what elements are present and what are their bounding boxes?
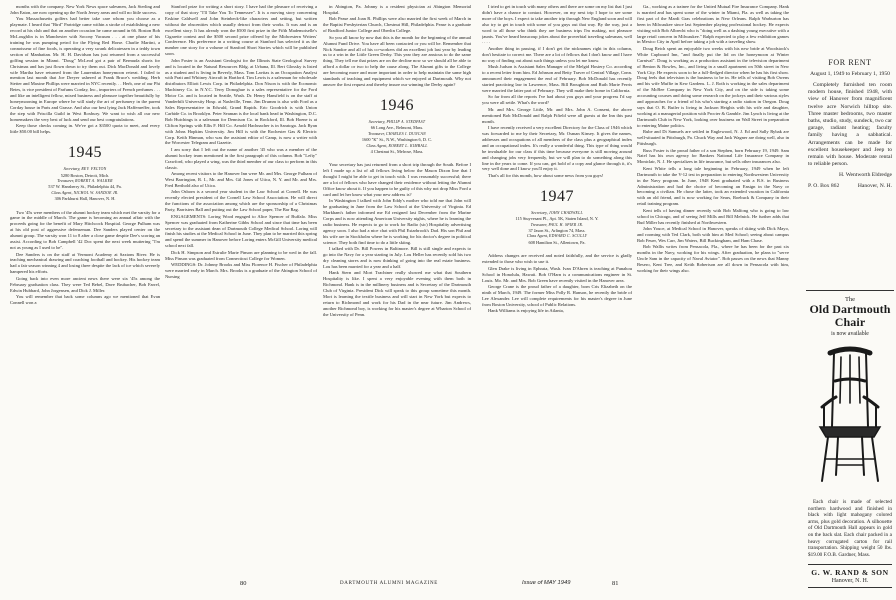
- class-year: 1947: [540, 187, 574, 205]
- paragraph: I have recently received a very excellent Directory for the Class of 1946 which was forwarded to me by their Secretary, Mr. Osman Kinsey. It gives the names, addresses and occupations of all members of the class plus a geographical index and an occupational index. It's really a wonderful thing. This type of thing would be invaluable for our class if this time because everyone is still moving around and changing jobs very frequently, but we will plan to do something along this line in the years to come. If you can, get hold of a copy and glance through it, it's very well done and I know you'll enjoy it.: [482, 125, 632, 172]
- treasurer-address: 537 W. Hansberry St., Philadelphia 44, Pa.: [48, 184, 122, 190]
- page-number-right: 81: [612, 580, 619, 587]
- agent-label: Class Agent,: [51, 189, 73, 195]
- treasurer-label: Treasurer,: [57, 177, 75, 183]
- paragraph: I talked with Dr. Bill Powers in Baltimore. Bill is still single and expects to go into the Navy for a year starting in July. Lou Heller has recently sold his two dry cleaning stores and is now thinking of going into the real estate business. Lou has been married for a year and a half.: [323, 246, 471, 269]
- class-1945-header: [10, 145, 160, 201]
- paragraph: George Crane is the proud father of a daughter, born Cris Elizabeth on the ninth of March, 1949. The former Miss Polly R. Hanson, he recently the bride of Lee Alexander. Lee will complete requirements for his master's degree in June from Boston University, school of Public Relations.: [482, 284, 632, 307]
- col1-paras-after: [10, 210, 160, 306]
- paragraph: months with the company. New York News space salesmen, Jack Sterling and John Eaton, are now opening up the North Jersey areas and will no little success.: [10, 4, 160, 15]
- contact-name: H. Wentworth Eldredge: [838, 172, 892, 179]
- paragraph: Glen Drake is living in Ephrata, Wash. Ivan D'Abren is teaching at Punahou School in Honolulu, Hawaii. Bob O'Harn is a communications engineer in St. Louis. Mo. Mr. and Mrs. Bob Green have recently visited in the Hanover area.: [482, 265, 632, 283]
- agent-label: Class Agent,: [366, 142, 388, 148]
- paragraph: Your secretary has just returned from a short trip through the South. Before I left I made up a list of all fellows living below the Mason Dixon line that I thought I might be able to get in touch with. I was reasonably successful; there are a lot of fellows who have changed their residence without letting the Alumni Office know about it. If you happen to be guilty of this why not drop Miss Ford a card and let her know what your new address is?: [323, 162, 471, 197]
- paragraph: Hank Stern and Mort Trachtner really showed me what that Southern Hospitality is like. I spent a very enjoyable evening with them both in Richmond. Hank is in the millinery business and is Secretary of the Dartmouth Club of Virginia. President Dick will speak to this group sometime this month. Mort is learning the textile business and will start in New York but expects to return to Richmond and work for his Dad in the near future. Jim Andrews, another Richmond boy, is working for his master's degree at Wharton School of the University of Penn.: [323, 270, 471, 317]
- rental-dates: August 1, 1949 to February 1, 1950: [810, 71, 890, 77]
- agent-name: ROBERT L. KIMBALL: [388, 143, 428, 148]
- paragraph: John Youce, at Medical School in Hanover, speaks of skiing with Dick Mayo, and rooming with Ted Clark, both with him at Med School; seeing about campus Bob Feuer, Wes Carr, Jim Waters, Bill Buckingham, and Ham Chase.: [637, 226, 789, 243]
- contact-line: [808, 183, 892, 190]
- paragraph: Ga., working as a trainee for the United Mutual Fire Insurance Company. Hank is married and has spent some of the winter in Miami, Fla. as well as taking the first part of the Mardi Gras celebrations in New Orleans. Ralph Warburton has been in Milwaukee since last September playing professional hockey. He expects visiting with Bob Albrecht who is "doing well as a dashing young executive with a large retail concern in Milwaukee." Ralph expected to play a few exhibition games in Mexico City in April before taking a job with a traveling show.: [637, 4, 789, 45]
- treasurer-name: CHARLES I. DUNCAN: [385, 131, 426, 136]
- agent-address: 4 Chestnut St., Melrose, Mass.: [370, 148, 424, 154]
- paragraph: Russ Foster is the proud father of a son Stephen, born February 19, 1949. Sam Natel has his own agency for Bankers National Life Insurance Company in Montclair, N. J. He specializes in life insurance, but sells other insurances also.: [637, 147, 789, 165]
- secretary-address: 5280 Boston, Detroit, Mich.: [60, 172, 110, 178]
- column-5: [637, 4, 789, 569]
- col4-paras-before: [482, 4, 632, 179]
- paragraph: I tried to get in touch with many others and there are some on my list that I just didn't have a chance to contact. However, on my next trip I hope to see some more of the boys. I expect to take another trip through New England soon and will also try to get in touch with some of you guys out that way. By the way, just a word to all those who think they are business trips I'm making, not pleasure jaunts. You've heard beaucoup jokes about the proverbial traveling salesman, well . . . .: [482, 4, 632, 45]
- paragraph: You Massachusetts golfers had better take care whom you choose as a playmate. I heard that "Bird" Partridge came within a stroke of establishing a new record at his club and that on another occasion he came around in 66. Boston Bob McLoughlin is in Manchester with Socony Vacuum . . . at one phase of his training he was pumping petrol for the Flying Red Horse. Charlie Martini, a connoisseur of fine foods, is operating a very swank delicatessen in a teddy town section of Manhattan. Mr. H. H. Davidson has just returned from a successful golfing session in Miami. "Doug" McLeod got a pair of Bermuda shorts for Christmas and has just flown down to try them out. Dick MacDonald and lovely wife Martha have returned from the Laurentian honeymoon retreat. I failed to mention last month that Joe Dreyer ushered at Frank Bruce's wedding. Herb Stetter and Maxine Phillips were married in NYC recently. . . Herb, one of our Phi Betes, is vice president of Parfums Corday, Inc., importers of French perfumes . . . and like an intelligent fellow, mixed business and pleasure together beautifully by honeymooning in Europe where he will study the art of perfumery in the parent Corday house in Paris and Grasse. And also our best lying Jack Haffenreffer, took the step with Priscilla Guild in West Roxbury. We want to wish all our new homemakers the very best of luck and send our best congratulations.: [10, 16, 160, 122]
- secretary-name: PHILIP A. STEDFAST: [386, 119, 426, 124]
- paragraph: Address changes are received and noted faithfully, and the service is gladly extended to those who wish to use it.: [482, 253, 632, 265]
- treasurer-address: 37 Jason St., Arlington 74, Mass.: [528, 228, 586, 234]
- paragraph: Stanford prize for writing a short story. I have had the pleasure of receiving a copy of that story "I'll Take You To Tennessee". It is a moving story concerning Erskine Caldwell and John Steinbeck-like characters and setting, but written without the obscenities which usually detract from their works. It was and is an excellent story. It has already won the $500 first prize in the Fifth Mademoiselle's Cigarette contest and the $500 second prize offered by the Midwestern Writers' Conference. His preference in a writing course at Stanford has selected it as the number one story for a volume of Stanford Short Stories which will be published soon.: [165, 4, 317, 57]
- class-1946-header: [323, 98, 471, 154]
- page-number-left: 80: [240, 580, 247, 587]
- agent-label: Class Agent,: [526, 233, 548, 239]
- agent-name: NICHOL W. SANDOE JR.: [73, 190, 119, 195]
- secretary-name: REV. FELTON: [81, 167, 107, 172]
- paragraph: ENGAGEMENTS: Loring Wood engaged to Alice Spencer of Buffalo. Miss Spencer was graduated from Katherine Gibbs School and since that time has been secretary to the assistant dean of Dartmouth College Medical School. Loring will finish his studies at the Medical School in June. They plan to be married this spring and spend the summer in Hanover before Loring enters McGill University medical school next fall.: [165, 213, 317, 249]
- treasurer-name: ROBERT A. WALKER: [75, 178, 113, 183]
- column-4: [482, 4, 632, 569]
- paragraph: Two '45s were members of the alumni hockey team which met the varsity for a game in the middle of March. The game is becoming an annual affair with the proceeds going for the benefit of Mary Hitchcock Hospital. George Pulham was at his old post of aggressive defenseman. Dee Sanders played center on the alumni group. The varsity won 11 to 8 after a close game despite Dee's scoring an assist. According to Bob Campbell '42 Doc spent the next week muttering "I'm not as young as I used to be".: [10, 209, 160, 250]
- paragraph: John Osborn is a second year student in the Law School at Cornell. He was recently elected president of the Cornell Law School Association. He will direct the functions of the association among which are the sponsorship of a Christmas Party, Barristers Ball and putting out the Law School paper, The Bar Rag.: [165, 189, 317, 213]
- issue-label: Issue of MAY 1949: [522, 580, 571, 586]
- col4-paras-after: [482, 253, 632, 314]
- paragraph: So you all know by now that this is the month for the beginning of the annual Alumni Fund Drive. You have all been contacted or you will be. Remember that Nick Sandoe and all of his co-workers did an excellent job last year by leading us to a win in the Little Green Derby. This year they are anxious to do the same thing. They tell me that prizes are on the decline now so we should all be able to afford a dollar or two to help the cause along. The Alumni gifts to the College are becoming more and more important in order to help maintain the same high standards of teaching and equipment which we enjoyed at Dartmouth. Why not answer the first request and thereby insure our winning the Derby again?: [323, 34, 471, 87]
- paragraph: That's all for this month, how about some news from you guys!: [488, 172, 604, 178]
- chair-illustration: [808, 341, 892, 491]
- chair-ad-subtitle: is now available: [831, 331, 869, 337]
- contact-town: Hanover, N. H.: [857, 182, 892, 189]
- firm-town: Hanover, N. H.: [831, 578, 869, 585]
- paragraph: You will remember that back some columns ago we mentioned that Evan Connell won a: [10, 294, 160, 305]
- treasurer-label: Treasurer,: [530, 221, 548, 227]
- col1-paras-before: [10, 4, 160, 135]
- secretary-name: JOHN CHADWELL: [548, 210, 583, 215]
- chair-ad-title: Old Dartmouth Chair: [809, 302, 891, 329]
- paragraph: Mr. and Mrs. George Little, Mr. and Mrs. John A. Consent, the above mentioned Bob McDonald and Ralph Fifield were all guests at the Inn this past month.: [482, 106, 632, 124]
- paragraph: I am sorry that I left out the name of another '45 who was a member of the alumni hockey team mentioned in the first paragraph of this column. Bob "Lefty" Crawford, who played a wing, was the third member of our class to perform in this classic.: [165, 146, 317, 170]
- paragraph: Doug Reich spent an enjoyable two weeks with his new bride at Woodstock's White Cupboard Inn, "and finally put the lid on the honeymoon at Winter Carnival". Doug is working as a production assistant in the television department of Benton & Bowles, Inc., and living in a small apartment on 50th street in New York City. He expects soon to be a full-fledged director when he has his first show. Doug feels that television is the business to be in. He tells of visiting Bob Owens and his wife Muffie in Kew Gardens. L. J. Roth is working in the sales department of the McBee Company in New York City, and on the side is taking some accounting courses and doing some research on the jockeys and their various styles and approaches for a friend of his who's starting a radio station in Oregon. Doug says that O. B. Butler is living in Jackson Heights with his wife and daughter, working at a managerial position with Procter & Gamble. Jim Lynch is living at the Dartmouth Club in New York, looking over business on Wall Street in preparation to entering Maine politics.: [637, 45, 789, 128]
- magazine-title: DARTMOUTH ALUMNI MAGAZINE: [340, 581, 439, 586]
- class-1947-header: [482, 189, 632, 245]
- paragraph: WEDDINGS: Dr. Johnny Brooks and Miss Florence H. Fischer of Philadelphia were married early in March. Mrs. Brooks is a graduate of the Abington School of Nursing: [165, 262, 317, 279]
- paragraph: Keep those checks coming in. We've got a $3500 quota to meet, and every little $50.00 bill helps.: [10, 123, 160, 135]
- paragraph: So far from all the reports I've had about you guys and your progress I'd say you were all settle. What's the word?: [482, 94, 632, 106]
- paragraph: Mush Judson is Assistant Sales Manager of the Melgid Hosiery Co. according to a recent letter from him. Ed Johnson and Betty Traver of Central Village, Conn. announced their engagement the end of February. Bob McDonald has recently started practicing law in Lawrence, Mass. Bill Broughton and Ruth Marie Ferris were married the latter part of February. They will make their home in California.: [482, 64, 632, 93]
- secretary-address: 115 Stuyvesant Pl., Apt. 5K, Staten Island, N. Y.: [515, 216, 599, 222]
- secretary-label: Secretary,: [63, 166, 81, 172]
- chair-description: Each chair is made of selected northern hardwood and finished in black with light mahogany colored arms, plus gold decoration. A silhouette of Old Dartmouth Hall appears in gold on the back slat. Each chair packed in a heavy corrugated carton for rail transportation. Shipping weight 50 lbs. $19.00 F.O.B. Gardner, Mass.: [808, 499, 892, 558]
- treasurer-label: Treasurer,: [368, 130, 385, 136]
- treasurer-address: 1600 "K" St., N.W., Washington 6, D. C.: [361, 137, 433, 143]
- column-2: [165, 4, 317, 569]
- treasurer-name: PAUL H. SPIER JR.: [548, 222, 584, 227]
- paragraph: Bob Wallis writes from Pensacola, Fla., where he has been for the past six months in the Navy, working for his wings. After graduation, he plans to "serve Uncle Sam in the capacity of Naval Aviator". Bob passes on the news that Manny Besero, Kent Tree, and Keith Robertson are all down in Pensacola with him, working for their wings also.: [637, 244, 789, 274]
- paragraph: Rube and Di Samuels are settled in Englewood, N. J. Ed and Sally Rybak are well-situated in Pittsburgh, Pa. Chuck Way and Jack Wagner are doing well, also in Pittsburgh.: [637, 129, 789, 147]
- firm-name: G. W. RAND & SON: [811, 568, 889, 578]
- secretary-label: Secretary,: [368, 118, 386, 124]
- paragraph: Among recent visitors to the Hanover Inn were Mr. and Mrs. George Fulham of West Barrington, R. I., Mr. and Mrs. Gil Jones of Utica, N. Y. and Mr. and Mrs. Fred Berthold also of Utica.: [165, 171, 317, 188]
- agent-address: 306 Parkhurst Hall, Hanover, N. H.: [54, 196, 116, 202]
- column-1: [10, 4, 160, 569]
- paragraph: Bob Pease and Joan R. Phillips were also married the first week of March in the Baptist Presbyterian Church, Chestnut Hill, Philadelphia. Pease is a graduate of Bradford Junior College and Oberlin College.: [323, 16, 471, 34]
- paragraph: Kent White tells a long tale beginning in February, 1949 when he left Dartmouth to take the V-12 test in preparation to entering Northwestern University in the Navy program. In June, 1948 Kent graduated with a B.S. in Business Administration and had the choice of becoming an Ensign in the Navy or becoming a civilian. He chose the latter, took an extended vacation in California with an old friend, and is now working for Sears, Roebuck & Company in their retail training program.: [637, 165, 789, 207]
- paragraph: in Abington, Pa. Johnny is a resident physician at Abington Memorial Hospital.: [323, 4, 471, 15]
- ad-divider: [806, 290, 894, 291]
- col3-paras-before: [323, 4, 471, 88]
- column-3: [323, 4, 471, 569]
- paragraph: Dick H. Simpson and Estrulie Marie Pinson are planning to be wed in the fall. Miss Pinson was graduated from Connecticut College for Women.: [165, 249, 317, 261]
- paragraph: Another thing in passing, if I don't get the nicknames right in this column, don't hesitate to correct me. There are a lot of fellows that I don't know and I have no way of finding out about such things unless you let me know.: [482, 45, 632, 63]
- for-rent-heading: FOR RENT: [828, 58, 872, 67]
- paragraph: Hank Williams is enjoying life in Atlanta,: [488, 308, 564, 314]
- rand-and-son-box: [808, 564, 892, 588]
- secretary-label: Secretary,: [531, 209, 548, 215]
- chair-ad-the: The: [844, 296, 856, 303]
- contact-box: P. O. Box 862: [808, 182, 840, 189]
- paragraph: John Foster is an Assistant Geologist for the Illinois State Geological Survey and is located in the Natural Resources Bldg. at Urbana, Ill. Bert Glossky is listed as a student and is living in Beverly, Mass. Tom Lavitas is an Occupation Analyst with Pratt and Whitney Aircraft in Hartford. Tim Lewis is a salesman for wholesale distributors Elliott Lewis Corp. in Philadelphia. Don Nixon is with the Economic Machinery Co. in N.Y.C. Terry Donoghue is a sales representative for the Ford Motor Co. and is located in Seattle, Wash. Dr. Henry Hansfield is on the staff at Vanderbilt University Hosp. at Nashville, Tenn. Jim Drumm is also with Ford as a Sales Representative in Edwald, Grand Rapids. Eric Goodrich is with Union Carbide Co. in Brooklyn. Peter Seaman is the local bank head in Washington, D.C. Bob Hutchings is a salesman for Dennison Co. in Rockford, Ill. Bob Hoene is at Clifton Springs with Ellis F. Hill Co. Arnold Hachnacher is in Saratoga. Jack Ryan with Johns Hopkins University. Jim Hill is with the Rochester Gas & Electric Corp. Keith Hinman, who was the assistant editor of Camp, is now a writer with the Worcester Telegram and Gazette.: [165, 57, 317, 146]
- dartmouth-chair-ad: [808, 296, 892, 588]
- paragraph: Dee Sanders is on the staff at Vermont Academy at Saxtons River. He is teaching mechanical drawing and coaching football and hockey. His hockey team had a fair season winning 4 and losing three despite the lack of ice which severely hampered his efforts.: [10, 251, 160, 275]
- paragraph: In Washington I talked with John Eddy's mother who told me that John will be graduating in June from the Law School at the University of Virginia. Ed Markham's father informed me Ed resigned last December from the Marine Corps and is now attending American University nights, where he is learning the radio business. He expects to go to work for Radio (sic) Hospitality advertising agency soon. I also had a nice chat with Phil Estarbrook's Dad. His son Phil and his wife are in Stockholm where he is working for his doctor's degree in political science. They both find time to do a little skiing.: [323, 198, 471, 245]
- class-year: 1946: [380, 96, 414, 114]
- col3-paras-after: [323, 162, 471, 317]
- agent-address: 608 Hamilton St., Allentown, Pa.: [528, 239, 586, 245]
- class-year: 1945: [68, 144, 102, 162]
- secretary-address: 66 Long Ave., Belmont, Mass.: [370, 125, 424, 131]
- paragraph: Kent tells of having dinner recently with Bob Malfong who is going to law school in Chicago, and of seeing Jeff Mills and Bill Melnick. He further adds that Bud Miller has recently finished at Northwestern.: [637, 207, 789, 225]
- paragraph: Going back into even more ancient news there were six '45s among the February graduation class. They were Ted Bebel, Dave Brubacher, Bob Farrel, Edwin Hubbard, John Jorgensen, and Dick J. Miller.: [10, 275, 160, 293]
- rental-description: Completely furnished ten room modern house, finished 1948, with view of Hanover from magnificent twelve acre Norwich hilltop site. Three master bedrooms, two master baths, studio, study, sundeck, two car garage, radiant heating; faculty family having a sabbatical. Arrangements can be made for excellent housekeeper and Jeep to remain with house. Moderate rental to reliable person.: [808, 82, 892, 168]
- agent-name: EDWARD C. SCULLY: [549, 234, 588, 239]
